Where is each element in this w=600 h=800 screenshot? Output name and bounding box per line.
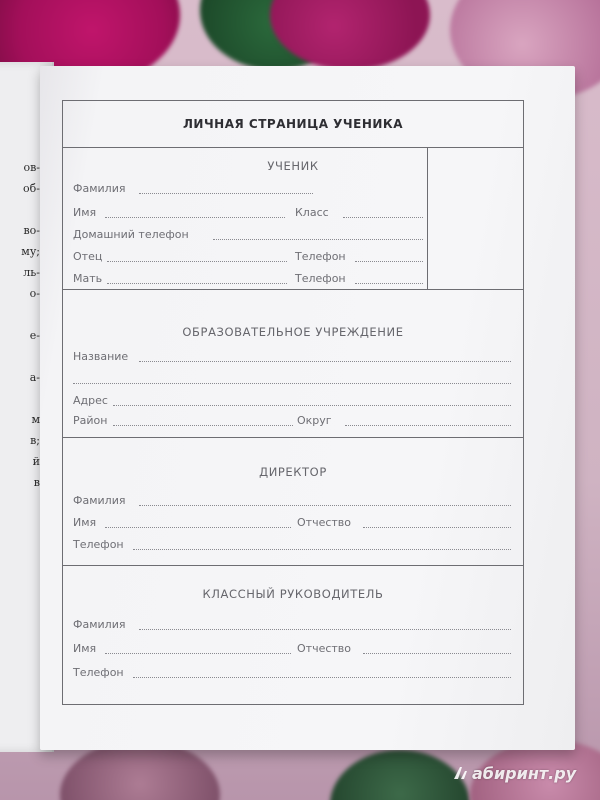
- student-home-phone-field[interactable]: [213, 239, 423, 240]
- director-first-name-field[interactable]: [105, 527, 291, 528]
- student-father-phone-label: Телефон: [295, 250, 346, 263]
- class-teacher-phone-label: Телефон: [73, 666, 124, 679]
- student-last-name-label: Фамилия: [73, 182, 126, 195]
- class-teacher-patronymic-field[interactable]: [363, 653, 511, 654]
- student-father-label: Отец: [73, 250, 103, 263]
- student-father-row: [73, 247, 423, 265]
- labirint-watermark: [452, 764, 576, 783]
- school-heading: ОБРАЗОВАТЕЛЬНОЕ УЧРЕЖДЕНИЕ: [182, 325, 404, 339]
- director-last-name-field[interactable]: [139, 505, 511, 506]
- director-phone-label: Телефон: [73, 538, 124, 551]
- watermark-text: абиринт.ру: [472, 764, 577, 783]
- student-last-name-field[interactable]: [139, 193, 313, 194]
- photo-box: [427, 147, 524, 289]
- student-first-name-field[interactable]: [105, 217, 285, 218]
- student-mother-row: [73, 269, 423, 287]
- director-last-name-label: Фамилия: [73, 494, 126, 507]
- school-okrug-field[interactable]: [345, 425, 511, 426]
- director-patronymic-label: Отчество: [297, 516, 352, 529]
- school-name-label: Название: [73, 350, 129, 363]
- student-mother-phone-label: Телефон: [295, 272, 346, 285]
- director-first-name-row: [73, 513, 511, 531]
- class-teacher-first-name-row: [73, 639, 511, 657]
- background-leaf: [330, 750, 470, 800]
- director-heading: ДИРЕКТОР: [259, 465, 327, 479]
- labirint-logo-icon: [452, 765, 470, 781]
- school-name-row: [73, 347, 511, 365]
- form-title: ЛИЧНАЯ СТРАНИЦА УЧЕНИКА: [63, 101, 523, 148]
- school-address-label: Адрес: [73, 394, 108, 407]
- class-teacher-first-name-label: Имя: [73, 642, 97, 655]
- left-page-text-fragments: ов- об- во- му; ль- о- е- а- м в; й в: [21, 161, 40, 489]
- personal-page-form: [62, 100, 524, 705]
- class-teacher-first-name-field[interactable]: [105, 653, 291, 654]
- student-class-label: Класс: [295, 206, 329, 219]
- school-name-field[interactable]: [139, 361, 511, 362]
- student-class-field[interactable]: [343, 217, 423, 218]
- student-first-name-label: Имя: [73, 206, 97, 219]
- class-teacher-last-name-field[interactable]: [139, 629, 511, 630]
- school-district-label: Район: [73, 414, 108, 427]
- student-first-name-row: [73, 203, 423, 221]
- director-last-name-row: [73, 491, 511, 509]
- school-address-field[interactable]: [113, 405, 511, 406]
- student-last-name-row: [73, 179, 313, 197]
- school-okrug-label: Округ: [297, 414, 332, 427]
- student-home-phone-label: Домашний телефон: [73, 228, 189, 241]
- class-teacher-phone-field[interactable]: [133, 677, 511, 678]
- director-first-name-label: Имя: [73, 516, 97, 529]
- class-teacher-heading: КЛАССНЫЙ РУКОВОДИТЕЛЬ: [202, 587, 384, 601]
- student-section: [63, 147, 523, 290]
- student-heading: УЧЕНИК: [267, 159, 319, 173]
- school-district-row: [73, 411, 511, 429]
- director-patronymic-field[interactable]: [363, 527, 511, 528]
- class-teacher-section: [63, 565, 523, 704]
- student-home-phone-row: [73, 225, 423, 243]
- student-mother-phone-field[interactable]: [355, 283, 423, 284]
- class-teacher-last-name-label: Фамилия: [73, 618, 126, 631]
- director-phone-row: [73, 535, 511, 553]
- student-mother-field[interactable]: [107, 283, 287, 284]
- class-teacher-phone-row: [73, 663, 511, 681]
- director-section: [63, 437, 523, 566]
- school-name-continuation-field[interactable]: [73, 383, 511, 384]
- school-section: [63, 289, 523, 438]
- student-father-phone-field[interactable]: [355, 261, 423, 262]
- class-teacher-patronymic-label: Отчество: [297, 642, 352, 655]
- school-district-field[interactable]: [113, 425, 293, 426]
- school-name-continuation-row: [73, 369, 511, 387]
- student-mother-label: Мать: [73, 272, 103, 285]
- class-teacher-last-name-row: [73, 615, 511, 633]
- director-phone-field[interactable]: [133, 549, 511, 550]
- student-father-field[interactable]: [107, 261, 287, 262]
- school-address-row: [73, 391, 511, 409]
